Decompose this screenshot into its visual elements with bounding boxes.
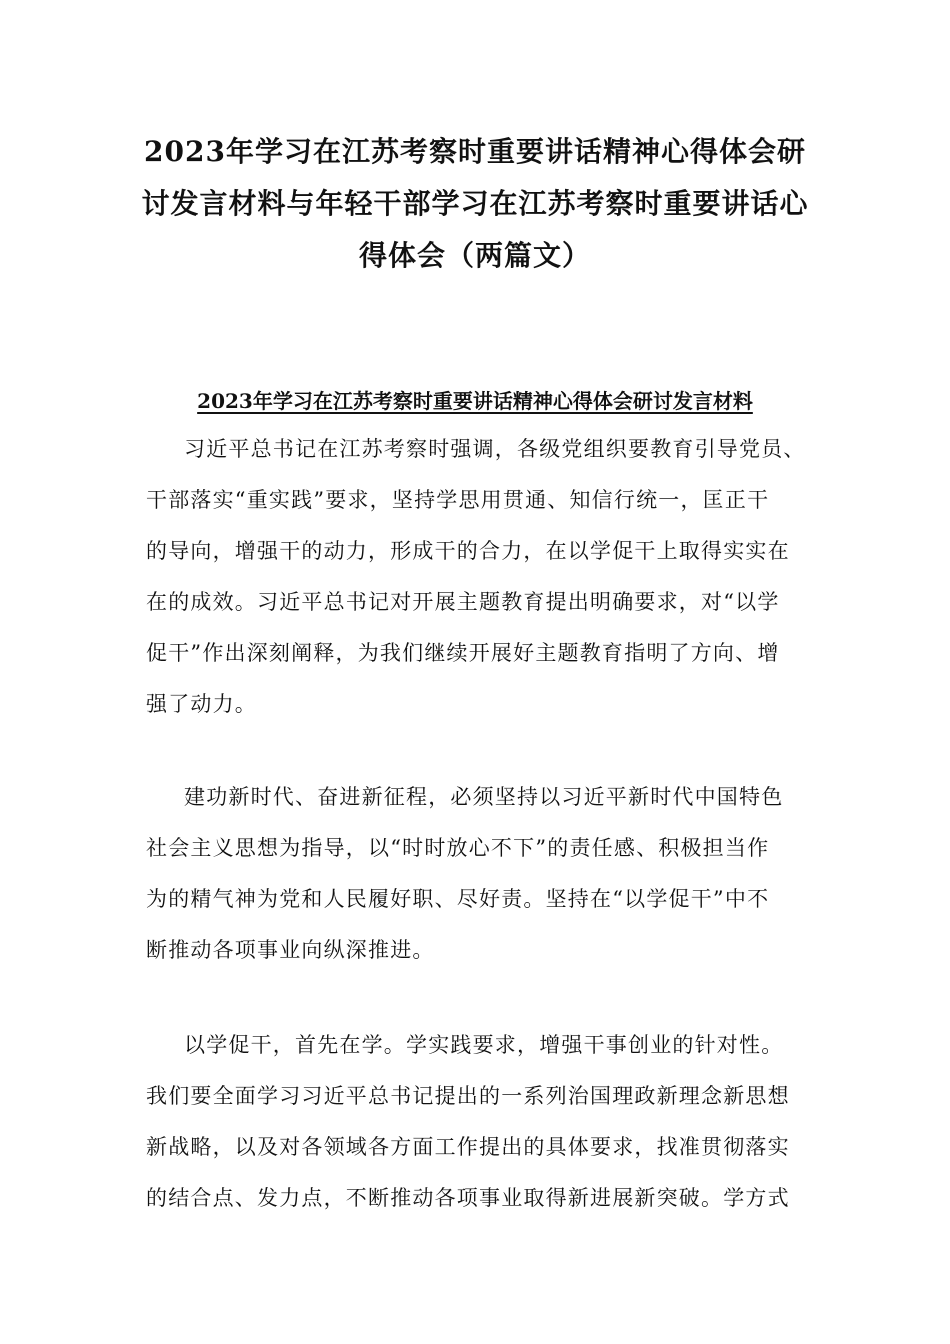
- paragraph-line: 以学促干，首先在学。学实践要求，增强干事创业的针对性。: [184, 1033, 784, 1057]
- paragraph-line: 为的精气神为党和人民履好职、尽好责。坚持在“以学促干”中不: [146, 887, 770, 911]
- paragraph-line: 断推动各项事业向纵深推进。: [146, 938, 435, 962]
- body-paragraph: [146, 1020, 816, 1224]
- paragraph-line: 社会主义思想为指导，以“时时放心不下”的责任感、积极担当作: [146, 836, 770, 860]
- document-title-line: 2023年学习在江苏考察时重要讲话精神心得体会研: [144, 135, 806, 168]
- paragraph-line: 习近平总书记在江苏考察时强调，各级党组织要教育引导党员、: [184, 437, 806, 461]
- document-title: [140, 126, 810, 282]
- paragraph-line: 促干”作出深刻阐释，为我们继续开展好主题教育指明了方向、增: [146, 641, 780, 665]
- body-paragraph: [146, 424, 816, 730]
- paragraph-line: 强了动力。: [146, 692, 257, 716]
- body-paragraph: [146, 772, 816, 976]
- paragraph-line: 的结合点、发力点，不断推动各项事业取得新进展新突破。学方式: [146, 1186, 790, 1210]
- paragraph-line: 新战略，以及对各领域各方面工作提出的具体要求，找准贯彻落实: [146, 1135, 790, 1159]
- paragraph-line: 我们要全面学习习近平总书记提出的一系列治国理政新理念新思想: [146, 1084, 790, 1108]
- paragraph-line: 干部落实“重实践”要求，坚持学思用贯通、知信行统一，匡正干: [146, 488, 770, 512]
- document-title-line: 得体会（两篇文）: [358, 239, 591, 272]
- paragraph-line: 在的成效。习近平总书记对开展主题教育提出明确要求，对“以学: [146, 590, 780, 614]
- paragraph-line: 的导向，增强干的动力，形成干的合力，在以学促干上取得实实在: [146, 539, 790, 563]
- section-heading: 2023年学习在江苏考察时重要讲话精神心得体会研讨发言材料: [197, 389, 753, 413]
- paragraph-line: 建功新时代、奋进新征程，必须坚持以习近平新时代中国特色: [184, 785, 784, 809]
- document-title-line: 讨发言材料与年轻干部学习在江苏考察时重要讲话心: [141, 187, 809, 220]
